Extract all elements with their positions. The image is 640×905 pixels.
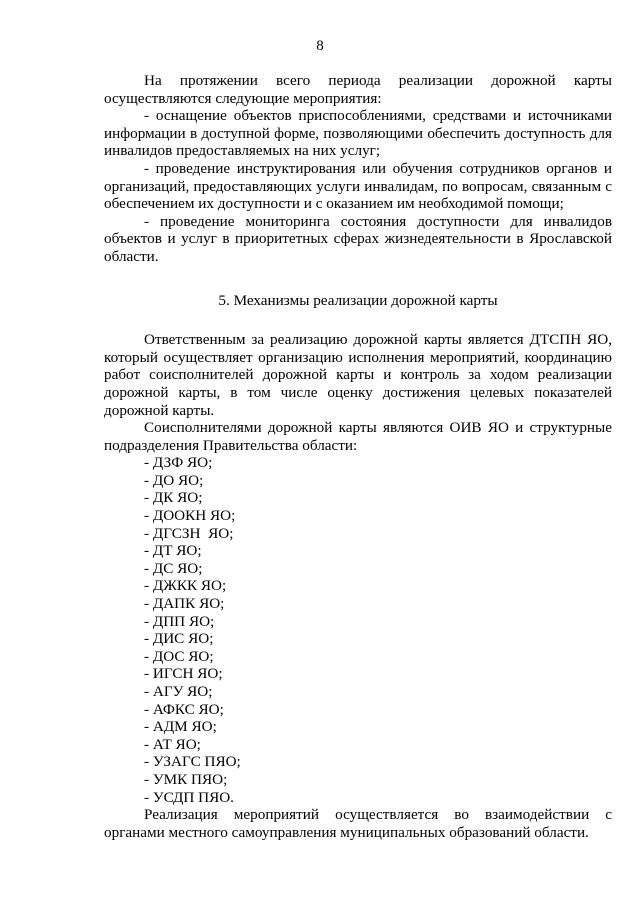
list-item: - ИГСН ЯО; — [144, 665, 223, 683]
page-number: 8 — [316, 38, 324, 54]
responsible-paragraph: Ответственным за реализацию дорожной карты является ДТСПН ЯО, который осуществляет организацию исполнения мероприятий, координацию работ соисполнителей дорожной карты и контроль за ходом реализации дорожной карты, в том числе оценку достижения целевых показателей дорожной карты. — [104, 331, 612, 419]
list-item: - УМК ПЯО; — [144, 770, 228, 788]
intro-paragraph: На протяжении всего периода реализации дорожной карты осуществляются следующие мероприятия: — [104, 72, 612, 107]
document-body — [104, 72, 612, 841]
measure-bullet-monitoring: - проведение мониторинга состояния доступности для инвалидов объектов и услуг в приоритетных сферах жизнедеятельности в Ярославской области. — [104, 212, 612, 265]
list-item: - ДС ЯО; — [144, 559, 203, 577]
list-item: - АГУ ЯО; — [144, 683, 213, 700]
list-item: - ДООКН ЯО; — [144, 507, 236, 525]
list-item: - ДК ЯО; — [144, 489, 203, 507]
measure-bullet-training: - проведение инструктирования или обучения сотрудников органов и организаций, предоставляющих услуги инвалидам, по вопросам, связанным с обеспечением их доступности и с оказанием им необходимой помощи; — [104, 159, 612, 213]
measure-bullet-equipment: - оснащение объектов приспособлениями, средствами и источниками информации в доступной форме, позволяющими обеспечить доступность для инвалидов предоставляемых на них услуг; — [104, 107, 612, 160]
list-item: - ДГСЗН ЯО; — [144, 524, 234, 542]
coexecutors-list — [104, 454, 612, 806]
coexecutors-intro: Соисполнителями дорожной карты являются ОИВ ЯО и структурные подразделения Правительства области: — [104, 419, 612, 454]
list-item: - УСДП ПЯО. — [144, 788, 234, 806]
list-item: - ДТ ЯО; — [144, 542, 202, 560]
list-item: - ДИС ЯО; — [144, 630, 214, 648]
list-item: - АФКС ЯО; — [144, 700, 224, 718]
list-item: - ДЖКК ЯО; — [144, 577, 227, 595]
section-title: 5. Механизмы реализации дорожной карты — [218, 291, 498, 309]
closing-paragraph: Реализация мероприятий осуществляется во взаимодействии с органами местного самоуправления муниципальных образований области. — [104, 806, 612, 841]
list-item: - АДМ ЯО; — [144, 718, 217, 736]
list-item: - ДПП ЯО; — [144, 612, 215, 630]
list-item: - ДАПК ЯО; — [144, 595, 225, 613]
list-item: - ДОС ЯО; — [144, 647, 214, 665]
list-item: - ДО ЯО; — [144, 471, 204, 489]
list-item: - УЗАГС ПЯО; — [144, 753, 241, 771]
list-item: - ДЗФ ЯО; — [144, 454, 213, 472]
list-item: - АТ ЯО; — [144, 735, 201, 753]
